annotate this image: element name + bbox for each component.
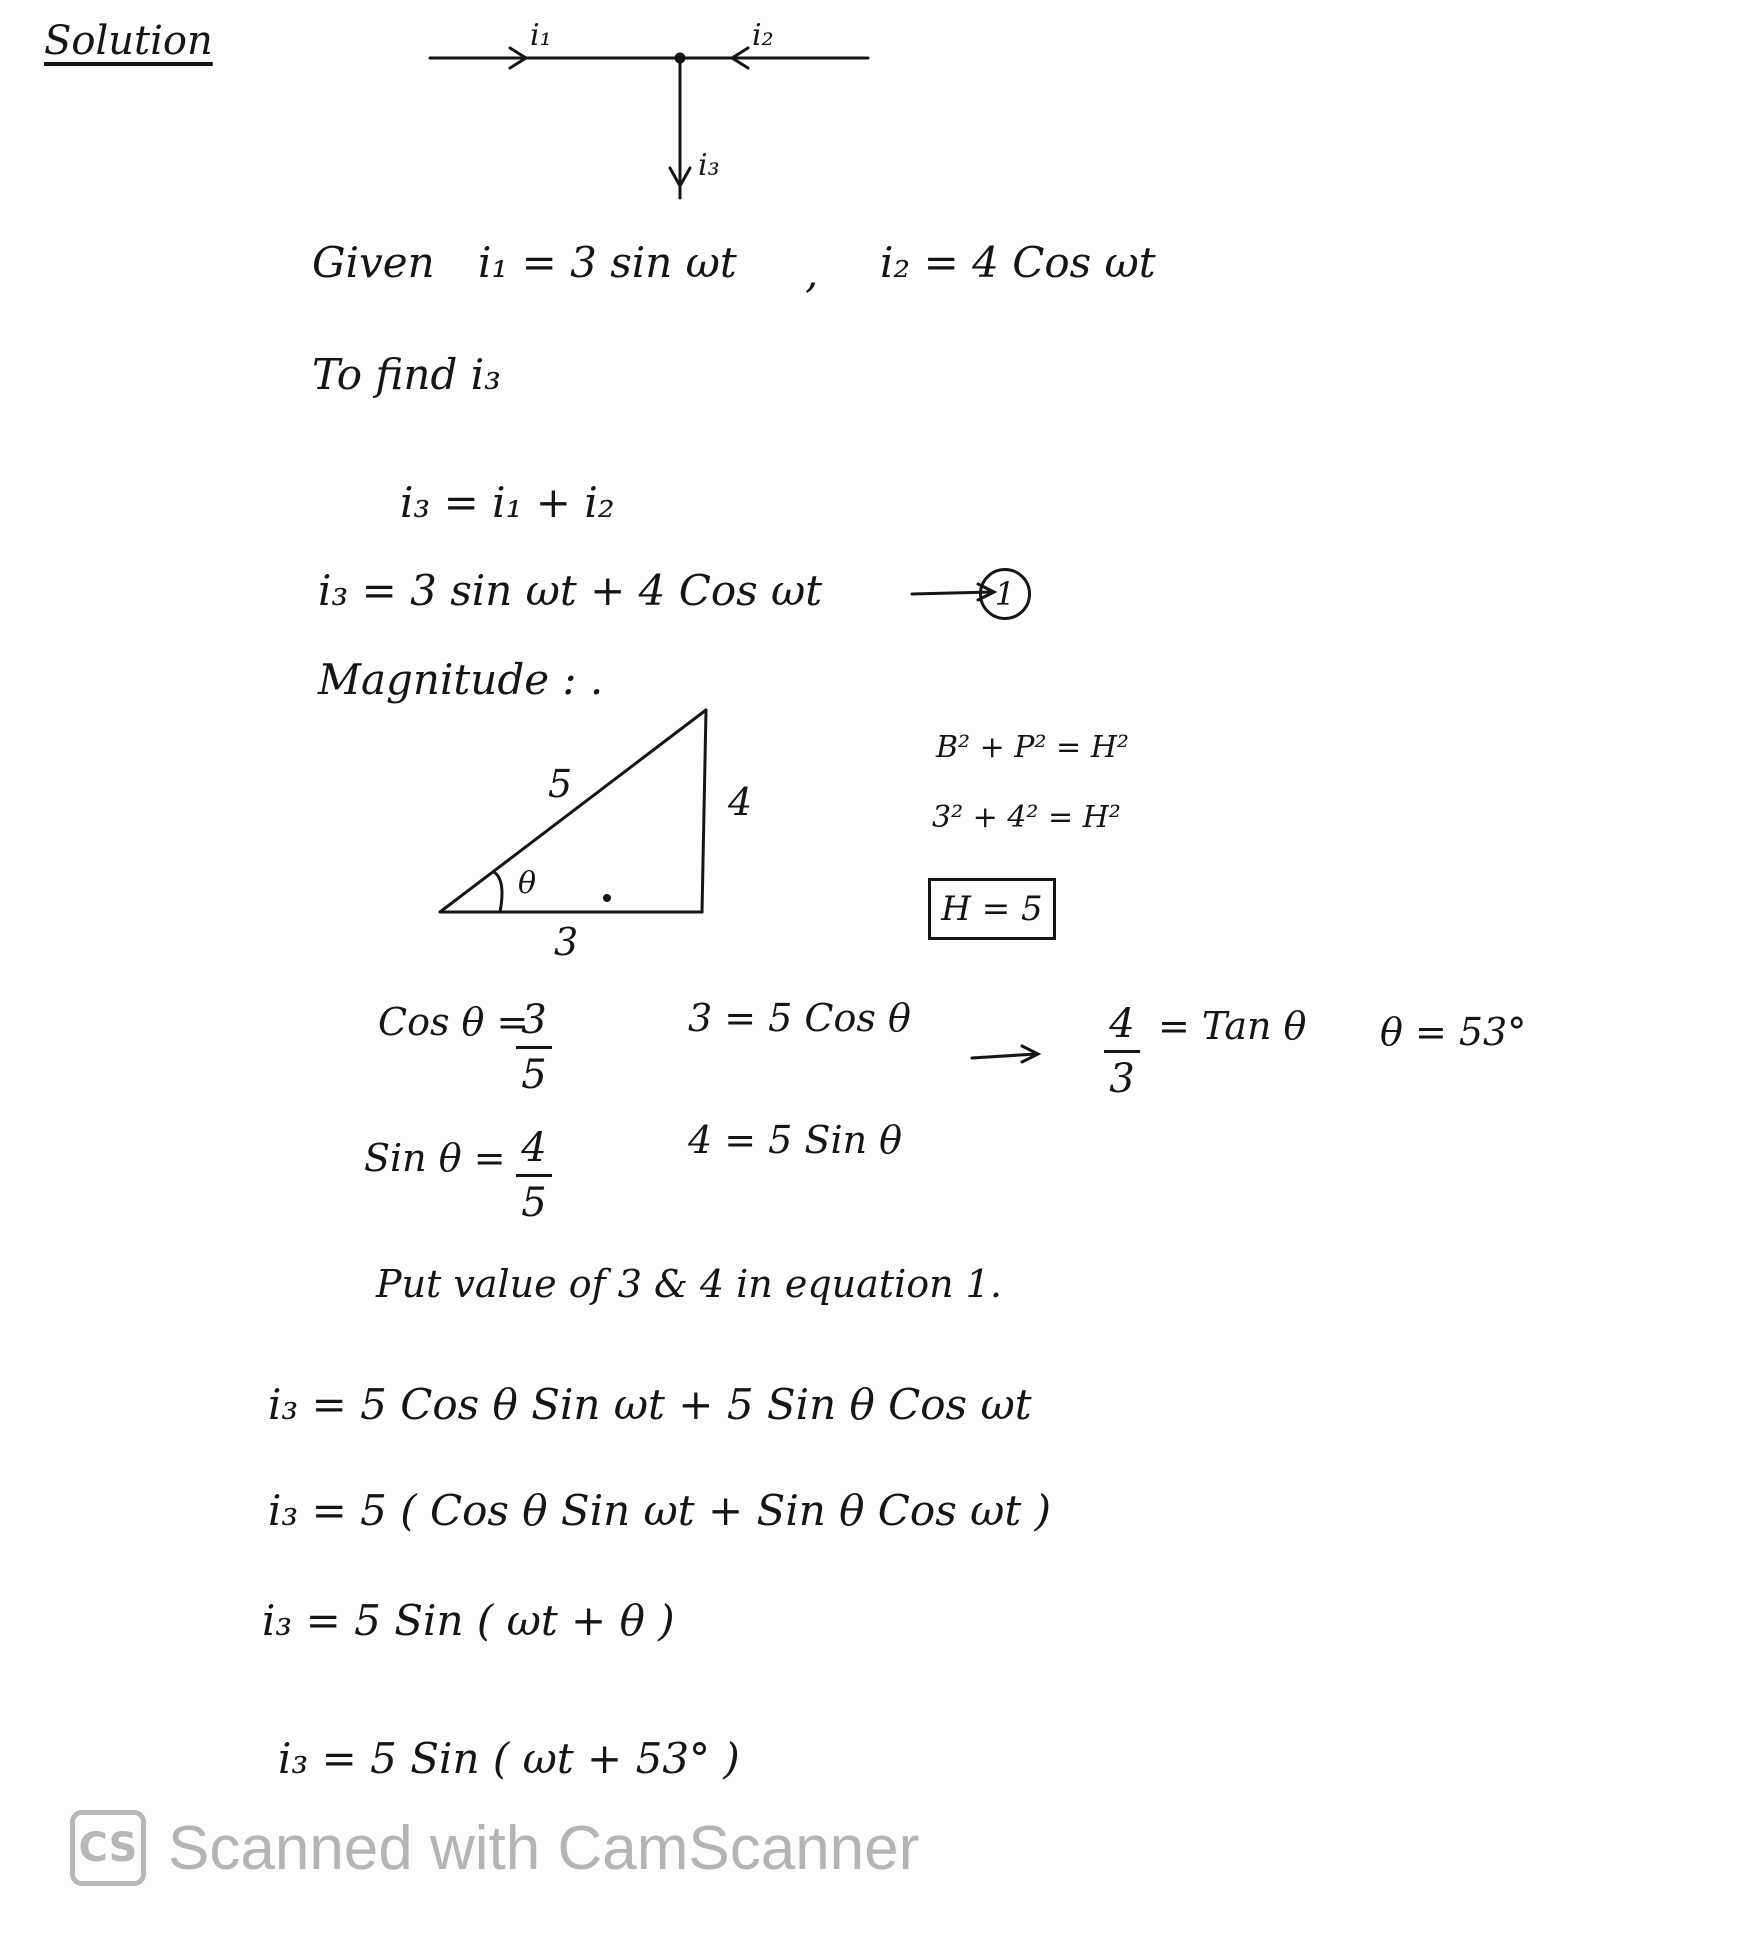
camscanner-text: Scanned with CamScanner xyxy=(168,1813,920,1883)
given-i1: i₁ = 3 sin ωt xyxy=(478,238,737,287)
cos-relation: 3 = 5 Cos θ xyxy=(688,996,911,1040)
pythagoras-result: H = 5 xyxy=(928,878,1056,940)
sin-relation: 4 = 5 Sin θ xyxy=(688,1118,903,1162)
sin-fraction xyxy=(516,1125,552,1226)
given-i2: i₂ = 4 Cos ωt xyxy=(880,238,1156,287)
equation-1 xyxy=(318,566,1031,620)
camscanner-watermark xyxy=(70,1810,919,1886)
tan-numerator: 4 xyxy=(1109,1001,1135,1047)
fraction-bar xyxy=(516,1174,552,1177)
to-find: To find i₃ xyxy=(312,350,501,399)
step-2: i₃ = 5 ( Cos θ Sin ωt + Sin θ Cos ωt ) xyxy=(268,1486,1051,1535)
fraction-bar xyxy=(1104,1050,1140,1053)
mid-arrow xyxy=(972,1046,1038,1062)
tan-rhs: = Tan θ xyxy=(1158,1004,1307,1048)
step-3: i₃ = 5 Sin ( ωt + θ ) xyxy=(262,1596,675,1645)
equation-sum: i₃ = i₁ + i₂ xyxy=(400,478,615,527)
triangle-angle: θ xyxy=(518,866,537,901)
sin-numerator: 4 xyxy=(521,1125,547,1171)
right-triangle xyxy=(440,710,706,912)
pythagoras-formula: B² + P² = H² xyxy=(936,730,1129,765)
given-separator: , xyxy=(805,248,819,297)
triangle-perpendicular: 4 xyxy=(728,780,753,824)
tan-fraction xyxy=(1104,1001,1140,1102)
equation-1-text: i₃ = 3 sin ωt + 4 Cos ωt xyxy=(318,566,823,615)
sin-denominator: 5 xyxy=(521,1180,547,1226)
cos-denominator: 5 xyxy=(521,1052,547,1098)
magnitude-label: Magnitude : . xyxy=(318,655,604,704)
cos-lhs: Cos θ = xyxy=(378,1000,529,1044)
step-1: i₃ = 5 Cos θ Sin ωt + 5 Sin θ Cos ωt xyxy=(268,1380,1032,1429)
given-label: Given xyxy=(312,238,435,287)
fraction-bar xyxy=(516,1046,552,1049)
solution-title: Solution xyxy=(44,18,213,64)
pythagoras-values: 3² + 4² = H² xyxy=(932,800,1121,835)
equation-1-ref: 1 xyxy=(979,568,1031,620)
camscanner-logo-icon: CS xyxy=(70,1810,146,1886)
cos-fraction xyxy=(516,997,552,1098)
label-i2: i₂ xyxy=(752,18,774,53)
tan-denominator: 3 xyxy=(1109,1056,1135,1102)
cos-numerator: 3 xyxy=(521,997,547,1043)
junction-diagram xyxy=(430,48,868,198)
triangle-hypotenuse: 5 xyxy=(548,762,573,806)
triangle-base: 3 xyxy=(554,920,579,964)
sin-lhs: Sin θ = xyxy=(364,1136,506,1180)
label-i3: i₃ xyxy=(698,148,720,183)
theta-value: θ = 53° xyxy=(1380,1010,1527,1054)
put-value-instruction: Put value of 3 & 4 in equation 1. xyxy=(376,1262,1002,1306)
label-i1: i₁ xyxy=(530,18,552,53)
final-answer: i₃ = 5 Sin ( ωt + 53° ) xyxy=(278,1734,740,1783)
